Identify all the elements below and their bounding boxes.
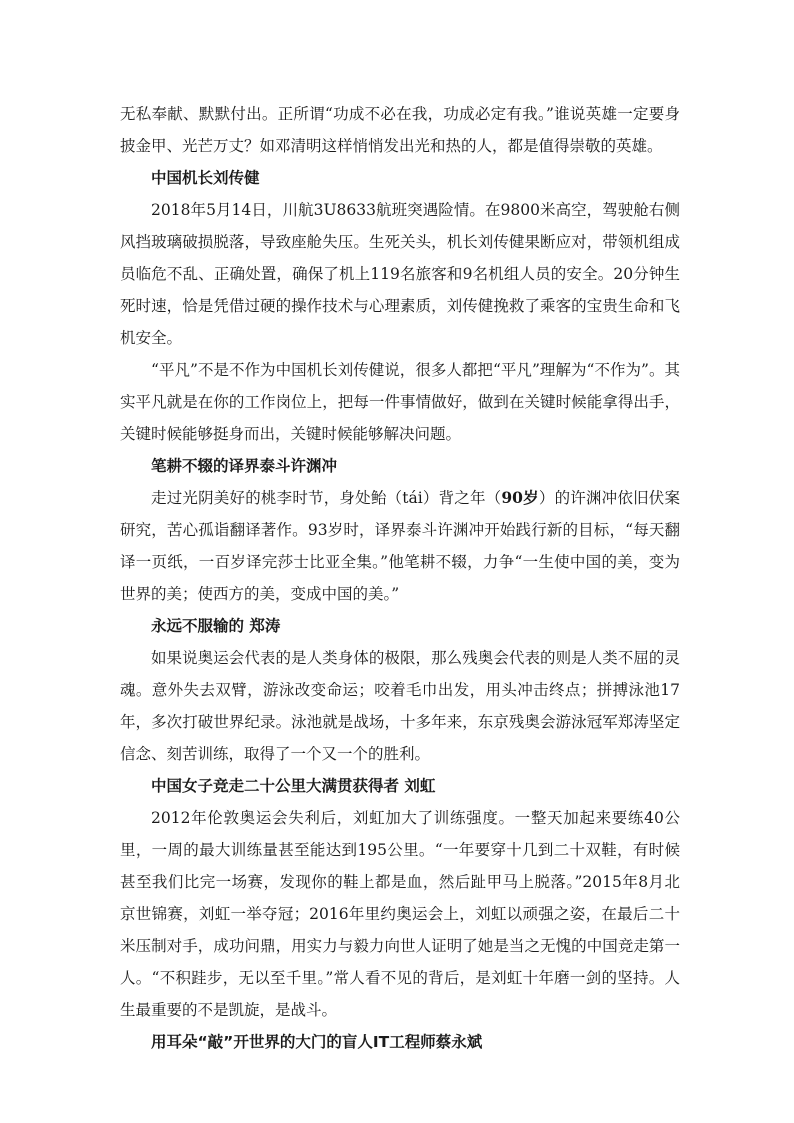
document-page (120, 98, 680, 1058)
paragraph-xu-pre: 走过光阴美好的桃李时节，身处鲐（tái）背之年（ (151, 489, 502, 507)
section-heading-cai-yongbin: 用耳朵“敲”开世界的大门的盲人IT工程师蔡永斌 (151, 1033, 483, 1051)
paragraph-xu-yuanchong (120, 482, 680, 610)
section-heading-liu-chuanjian: 中国机长刘传健 (151, 169, 260, 187)
paragraph-intro: 无私奉献、默默付出。正所谓“功成不必在我，功成必定有我。”谁说英雄一定要身披金甲、光芒万丈？如邓清明这样悄悄发出光和热的人，都是值得崇敬的英雄。 (120, 105, 680, 155)
paragraph-zheng-tao: 如果说奥运会代表的是人类身体的极限，那么残奥会代表的则是人类不屈的灵魂。意外失去双臂，游泳改变命运；咬着毛巾出发，用头冲击终点；拼搏泳池17年，多次打破世界纪录。泳池就是战场，十多年来，东京残奥会游泳冠军郑涛坚定信念、刻苦训练，取得了一个又一个的胜利。 (120, 649, 680, 763)
section-heading-zheng-tao: 永远不服输的 郑涛 (151, 617, 281, 635)
paragraph-xu-post: ）的许渊冲依旧伏案研究，苦心孤诣翻译著作。93岁时，译界泰斗许渊冲开始践行新的目标，“每天翻译一页纸，一百岁译完莎士比亚全集。”他笔耕不辍，力争“一生使中国的美，变为世界的美；使西方的美，变成中国的美。” (120, 489, 680, 603)
section-heading-liu-hong: 中国女子竞走二十公里大满贯获得者 刘虹 (151, 777, 436, 795)
paragraph-liu-hong: 2012年伦敦奥运会失利后，刘虹加大了训练强度。一整天加起来要练40公里，一周的最大训练量甚至能达到195公里。“一年要穿十几到二十双鞋，有时候甚至我们比完一场赛，发现你的鞋上都是血，然后趾甲马上脱落。”2015年8月北京世锦赛，刘虹一举夺冠；2016年里约奥运会上，刘虹以顽强之姿，在最后二十米压制对手，成功问鼎，用实力与毅力向世人证明了她是当之无愧的中国竞走第一人。“不积跬步，无以至千里。”常人看不见的背后，是刘虹十年磨一剑的坚持。人生最重要的不是凯旋，是战斗。 (120, 809, 680, 1019)
section-heading-xu-yuanchong: 笔耕不辍的译界泰斗许渊冲 (151, 457, 338, 475)
age-bold-text: 90岁 (501, 488, 539, 507)
paragraph-liu-chuanjian-quote: “平凡”不是不作为中国机长刘传健说，很多人都把“平凡”理解为“不作为”。其实平凡就是在你的工作岗位上，把每一件事情做好，做到在关键时候能拿得出手，关键时候能够挺身而出，关键时候能够解决问题。 (120, 361, 680, 443)
paragraph-liu-chuanjian-event: 2018年5月14日，川航3U8633航班突遇险情。在9800米高空，驾驶舱右侧风挡玻璃破损脱落，导致座舱失压。生死关头，机长刘传健果断应对，带领机组成员临危不乱、正确处置，确保了机上119名旅客和9名机组人员的安全。20分钟生死时速，恰是凭借过硬的操作技术与心理素质，刘传健挽救了乘客的宝贵生命和飞机安全。 (120, 201, 680, 347)
